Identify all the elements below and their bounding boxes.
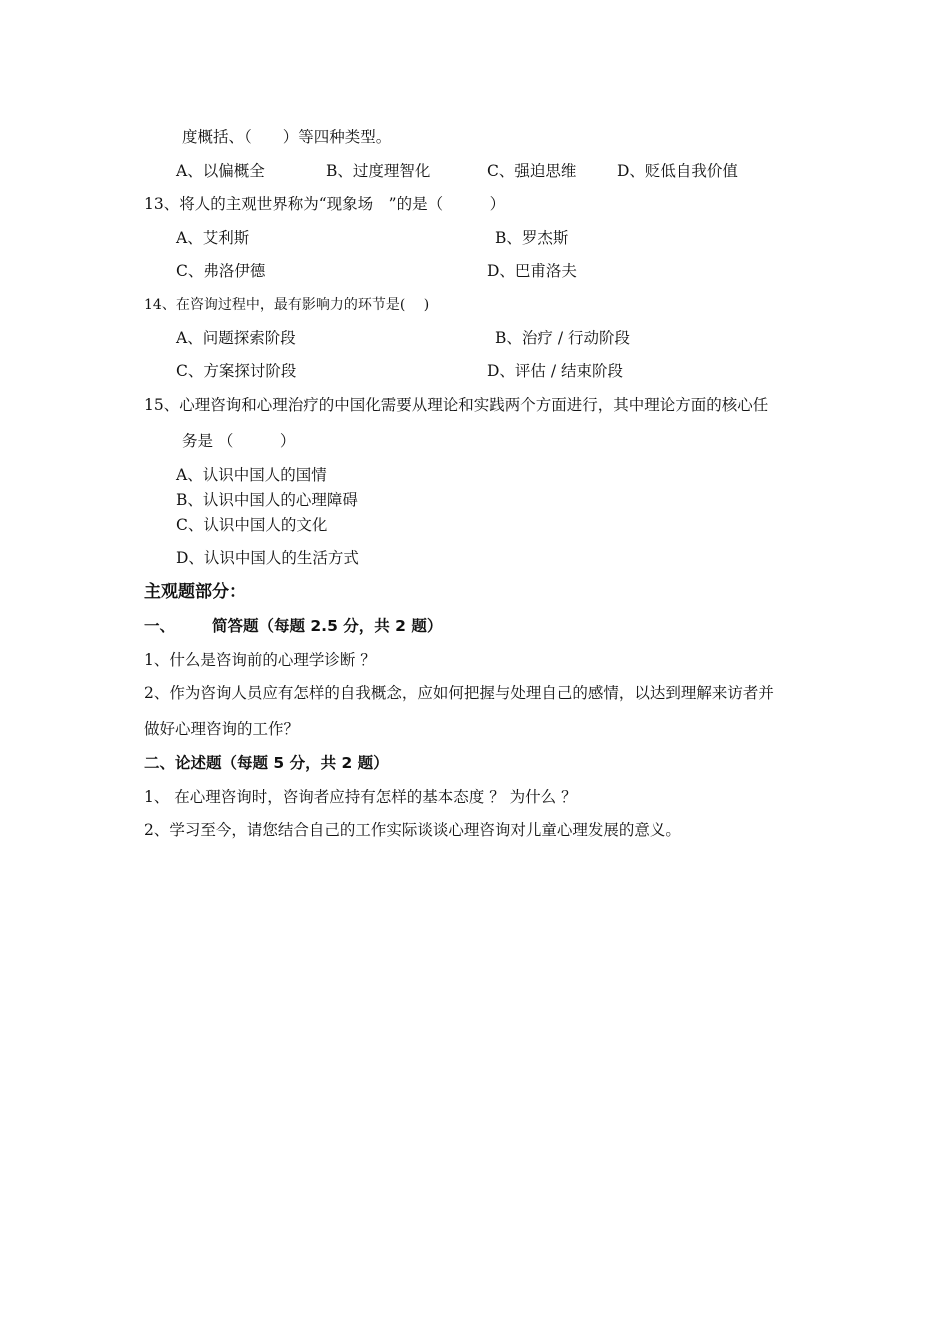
q12-continuation: 度概括、（ ）等四种类型。 — [182, 128, 392, 146]
q12-option-a: A、以偏概全 — [176, 162, 265, 180]
q15-continuation: 务是 （ ） — [182, 432, 296, 450]
section1-title: 简答题（每题 2.5 分，共 2 题） — [212, 617, 443, 635]
section1-number: 一、 — [144, 617, 176, 635]
section2-q2: 2、学习至今，请您结合自己的工作实际谈谈心理咨询对儿童心理发展的意义。 — [144, 821, 681, 839]
q15-option-a: A、认识中国人的国情 — [176, 466, 327, 484]
q13-option-d: D、巴甫洛夫 — [487, 262, 577, 280]
q14-option-d: D、评估 / 结束阶段 — [487, 362, 624, 380]
section1-q2-line2: 做好心理咨询的工作？ — [144, 720, 300, 738]
q15-option-d: D、认识中国人的生活方式 — [176, 549, 359, 567]
q14-option-a: A、问题探索阶段 — [176, 329, 296, 347]
q12-option-b: B、过度理智化 — [326, 162, 431, 180]
q15-stem: 15、心理咨询和心理治疗的中国化需要从理论和实践两个方面进行，其中理论方面的核心任 — [144, 396, 769, 414]
q13-stem: 13、将人的主观世界称为“现象场 ”的是（ ） — [144, 195, 506, 213]
q14-option-b: B、治疗 / 行动阶段 — [495, 329, 630, 347]
section2-q1: 1、 在心理咨询时，咨询者应持有怎样的基本态度 ？ 为什么 ？ — [144, 788, 577, 806]
section2-title: 二、论述题（每题 5 分，共 2 题） — [144, 754, 389, 772]
q13-option-a: A、艾利斯 — [176, 229, 250, 247]
section1-q1: 1、什么是咨询前的心理学诊断 ？ — [144, 651, 376, 669]
q12-option-d: D、贬低自我价值 — [617, 162, 738, 180]
q14-option-c: C、方案探讨阶段 — [176, 362, 297, 380]
q13-option-c: C、弗洛伊德 — [176, 262, 266, 280]
q15-option-b: B、认识中国人的心理障碍 — [176, 491, 358, 509]
q12-option-c: C、强迫思维 — [487, 162, 577, 180]
subjective-heading: 主观题部分： — [144, 582, 246, 602]
q13-option-b: B、罗杰斯 — [495, 229, 569, 247]
q15-option-c: C、认识中国人的文化 — [176, 516, 328, 534]
section1-q2-line1: 2、作为咨询人员应有怎样的自我概念，应如何把握与处理自己的感情，以达到理解来访者并 — [144, 684, 774, 702]
q14-stem: 14、在咨询过程中，最有影响力的环节是( ) — [144, 297, 430, 313]
